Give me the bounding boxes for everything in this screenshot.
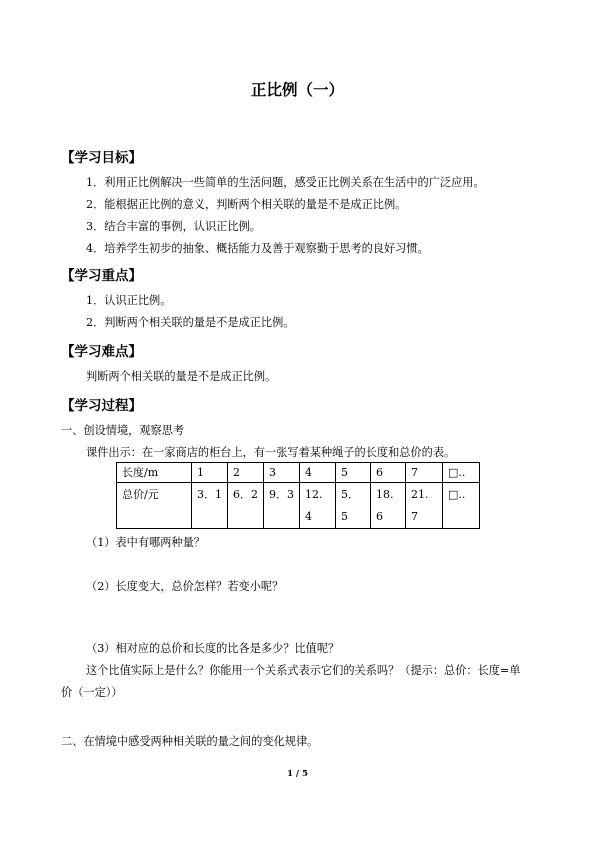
- length-cell: 2: [228, 463, 264, 483]
- part2-title: 二、在情境中感受两种相关联的量之间的变化规律。: [61, 735, 319, 748]
- price-cell: 3．1: [192, 483, 228, 529]
- length-cell: 4: [300, 463, 336, 483]
- paragraph-line-2: 价（一定））: [61, 686, 123, 699]
- question-3: （3）相对应的总价和长度的比各是多少？比值呢？: [86, 642, 340, 655]
- price-header-cell: 总价/元: [117, 483, 192, 529]
- length-header-cell: 长度/m: [117, 463, 192, 483]
- price-cell: 21. 7: [406, 483, 443, 529]
- table-row-price: [117, 483, 480, 529]
- key-points-heading: 【学习重点】: [61, 268, 142, 284]
- goal-item-3: 3．结合丰富的事例，认识正比例。: [86, 220, 261, 233]
- price-cell: 9．3: [264, 483, 300, 529]
- question-2: （2）长度变大，总价怎样？若变小呢？: [86, 580, 284, 593]
- paragraph-line-1: 这个比值实际上是什么？你能用一个关系式表示它们的关系吗？（提示：总价：长度=单: [86, 664, 521, 677]
- price-cell: 6．2: [228, 483, 264, 529]
- price-cell: 18. 6: [371, 483, 406, 529]
- length-cell-ellipsis: □..: [443, 463, 480, 483]
- key-point-item-2: 2．判断两个相关联的量是不是成正比例。: [86, 316, 295, 329]
- length-cell: 6: [371, 463, 406, 483]
- length-cell: 1: [192, 463, 228, 483]
- goals-heading: 【学习目标】: [61, 150, 142, 166]
- goal-item-4: 4．培养学生初步的抽象、概括能力及善于观察勤于思考的良好习惯。: [86, 242, 429, 255]
- price-cell: 5． 5: [336, 483, 371, 529]
- length-cell: 3: [264, 463, 300, 483]
- length-cell: 7: [406, 463, 443, 483]
- page-title: 正比例（一）: [250, 81, 344, 99]
- price-cell: 12. 4: [300, 483, 336, 529]
- price-cell-ellipsis: □..: [443, 483, 480, 529]
- goal-item-2: 2．能根据正比例的意义，判断两个相关联的量是不是成正比例。: [86, 198, 407, 211]
- rope-price-table: [116, 462, 480, 529]
- process-heading: 【学习过程】: [61, 398, 142, 414]
- question-1: （1）表中有哪两种量？: [86, 536, 205, 549]
- part1-title: 一、创设情境，观察思考: [61, 424, 185, 437]
- length-cell: 5: [336, 463, 371, 483]
- page-number: 1 / 5: [287, 769, 308, 779]
- difficulties-heading: 【学习难点】: [61, 344, 142, 360]
- goal-item-1: 1．利用正比例解决一些简单的生活问题，感受正比例关系在生活中的广泛应用。: [86, 176, 485, 189]
- table-intro: 课件出示：在一家商店的柜台上，有一张写着某种绳子的长度和总价的表。: [86, 446, 456, 459]
- key-point-item-1: 1．认识正比例。: [86, 294, 172, 307]
- difficulty-item-1: 判断两个相关联的量是不是成正比例。: [86, 370, 277, 383]
- table-row-length: [117, 463, 480, 483]
